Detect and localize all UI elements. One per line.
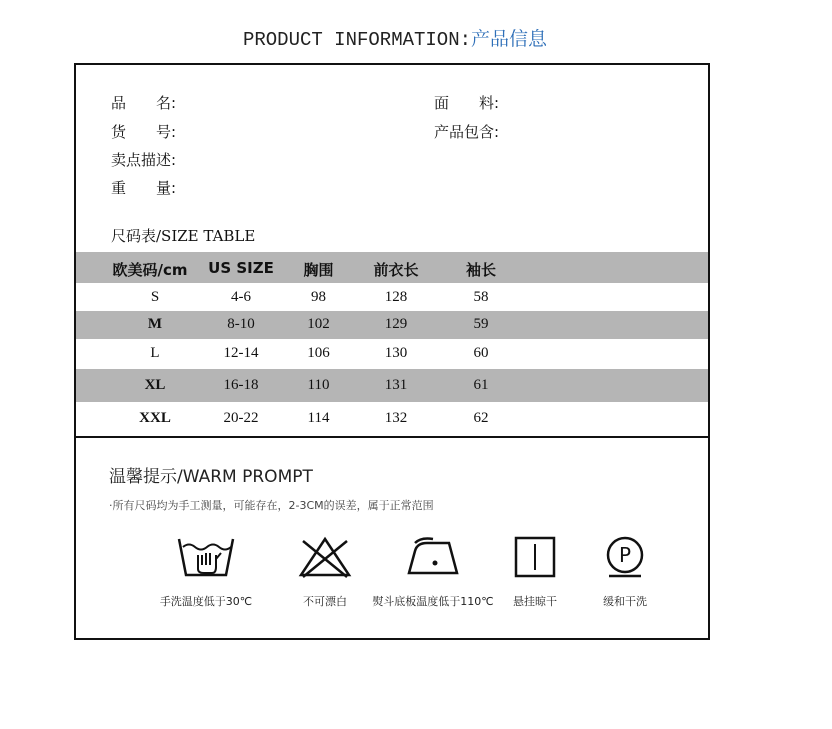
cell-chest: 102: [307, 316, 330, 332]
care-label: 悬挂晾干: [513, 595, 557, 608]
hand-wash-icon: [176, 535, 236, 579]
weight-label: 重 量:: [111, 179, 177, 197]
cell-sleeve: 58: [473, 289, 489, 305]
table-row: [76, 311, 708, 339]
care-label: 缓和干洗: [603, 595, 647, 608]
table-row: [76, 402, 708, 436]
measurement-note: ·所有尺码均为手工测量，可能存在，2-3CM的误差，属于正常范围: [109, 499, 434, 512]
svg-text:P: P: [618, 543, 632, 567]
cell-sleeve: 60: [473, 345, 489, 361]
cell-sleeve: 62: [473, 410, 489, 426]
header-front-length: 前衣长: [373, 261, 419, 279]
package-label: 产品包含:: [434, 123, 500, 141]
cell-size: L: [150, 345, 160, 361]
table-row: [76, 339, 708, 369]
cell-us-size: 4-6: [231, 289, 251, 305]
title-en: PRODUCT INFORMATION:: [242, 29, 472, 51]
iron-icon: [405, 535, 461, 579]
cell-sleeve: 61: [473, 377, 489, 393]
header-chest: 胸围: [303, 261, 334, 279]
cell-chest: 110: [307, 377, 330, 393]
hang-dry-icon: [513, 535, 557, 579]
cell-front-length: 128: [384, 289, 408, 305]
section-divider: [76, 436, 708, 438]
cell-us-size: 12-14: [223, 345, 259, 361]
selling-points-label: 卖点描述:: [111, 151, 177, 169]
cell-sleeve: 59: [473, 316, 489, 332]
warm-prompt-title: 温馨提示/WARM PROMPT: [109, 467, 313, 487]
care-dry-clean: [560, 535, 690, 609]
fabric-label: 面 料:: [434, 94, 500, 112]
table-row: [76, 284, 708, 311]
care-label: 熨斗底板温度低于110℃: [372, 595, 494, 608]
sku-label: 货 号:: [111, 123, 177, 141]
dry-clean-icon: [603, 535, 647, 579]
header-sleeve: 袖长: [465, 261, 496, 279]
cell-size: XL: [144, 377, 166, 393]
title-cn: 产品信息: [471, 28, 548, 50]
size-table-title: 尺码表/SIZE TABLE: [111, 227, 256, 245]
care-label: 手洗温度低于30℃: [159, 595, 253, 608]
cell-chest: 114: [307, 410, 330, 426]
care-hand-wash: [141, 535, 271, 609]
header-eu-size: 欧美码/cm: [112, 261, 188, 279]
cell-chest: 106: [307, 345, 330, 361]
cell-us-size: 16-18: [223, 377, 259, 393]
cell-chest: 98: [311, 289, 326, 305]
cell-us-size: 20-22: [223, 410, 259, 426]
cell-front-length: 130: [384, 345, 408, 361]
cell-front-length: 132: [384, 410, 408, 426]
cell-front-length: 131: [384, 377, 408, 393]
table-row: [76, 369, 708, 402]
name-label: 品 名:: [111, 94, 177, 112]
cell-us-size: 8-10: [227, 316, 255, 332]
care-label: 不可漂白: [303, 595, 347, 608]
cell-front-length: 129: [384, 316, 408, 332]
no-bleach-icon: [297, 535, 353, 579]
cell-size: M: [147, 316, 163, 332]
header-us-size: US SIZE: [208, 259, 274, 277]
size-table-header: [76, 252, 708, 283]
cell-size: XXL: [139, 410, 171, 426]
product-info-card: [74, 63, 710, 640]
page-title: [0, 24, 790, 51]
cell-size: S: [150, 289, 160, 305]
